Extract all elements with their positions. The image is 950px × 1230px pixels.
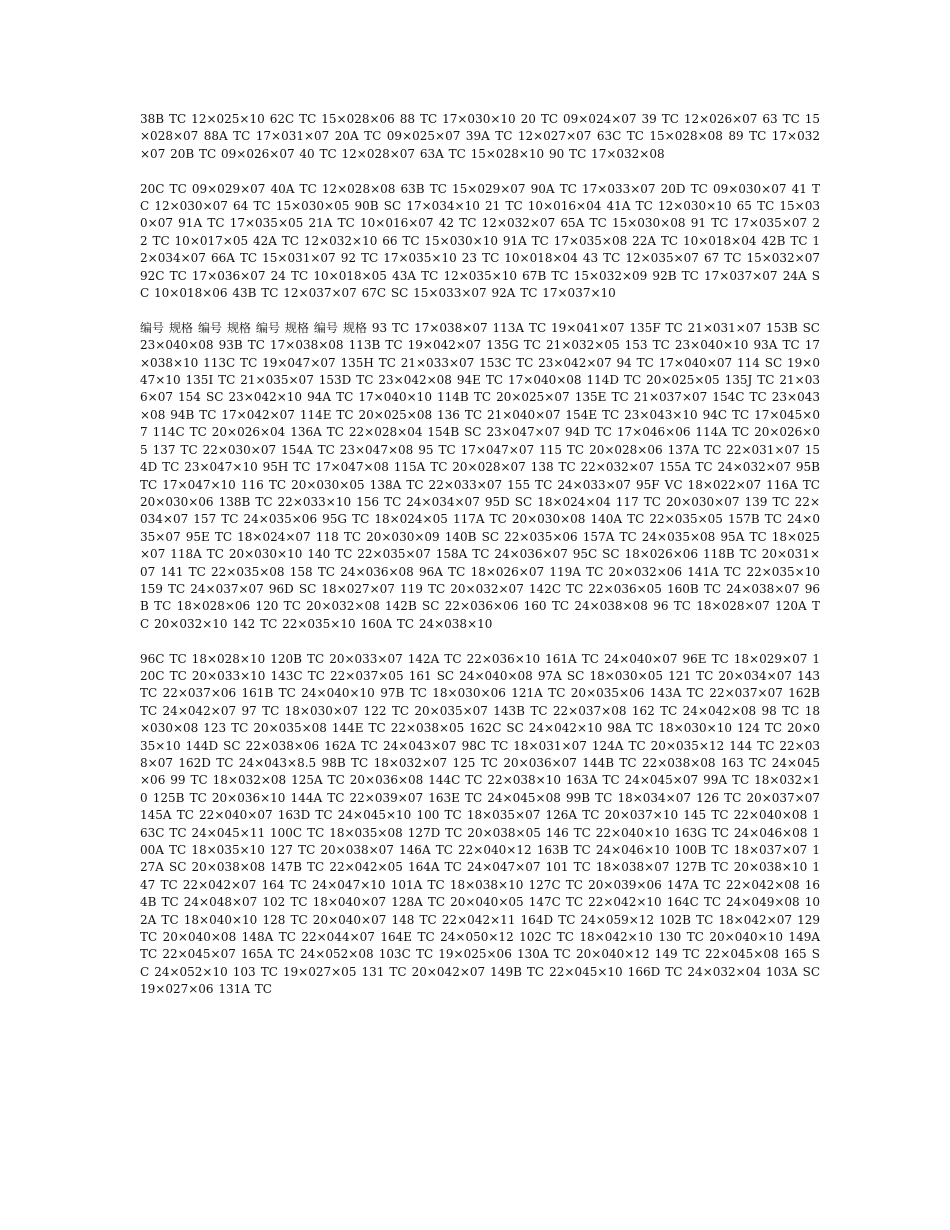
paragraph-1: 38B TC 12×025×10 62C TC 15×028×06 88 TC 17×030×10 20 TC 09×024×07 39 TC 12×026×07 63 TC 15×028×07 88A TC 17×031×07 20A TC 09×025×07 39A TC 12×027×07 63C TC 15×028×08 89 TC 17×032×07 20B TC 09×026×07 40 TC 12×028×07 63A TC 15×028×10 90 TC 17×032×08 — [140, 112, 820, 161]
paragraph-4: 96C TC 18×028×10 120B TC 20×033×07 142A TC 22×036×10 161A TC 24×040×07 96E TC 18×029×07 120C TC 20×033×10 143C TC 22×037×05 161 SC 24×040×08 97A SC 18×030×05 121 TC 20×034×07 143 TC 22×037×06 161B TC 24×040×10 97B TC 18×030×06 121A TC 20×035×06 143A TC 22×037×07 162B TC 24×042×07 97 TC 18×030×07 122 TC 20×035×07 143B TC 22×037×08 162 TC 24×042×08 98 TC 18×030×08 123 TC 20×035×08 144E TC 22×038×05 162C SC 24×042×10 98A TC 18×030×10 124 TC 20×035×10 144D SC 22×038×06 162A TC 24×043×07 98C TC 18×031×07 124A TC 20×035×12 144 TC 22×038×07 162D TC 24×043×8.5 98B TC 18×032×07 125 TC 20×036×07 144B TC 22×038×08 163 TC 24×045×06 99 TC 18×032×08 125A TC 20×036×08 144C TC 22×038×10 163A TC 24×045×07 99A TC 18×032×10 125B TC 20×036×10 144A TC 22×039×07 163E TC 24×045×08 99B TC 18×034×07 126 TC 20×037×07 145A TC 22×040×07 163D TC 24×045×10 100 TC 18×035×07 126A TC 20×037×10 145 TC 22×040×08 163C TC 24×045×11 100C TC 18×035×08 127D TC 20×038×05 146 TC 22×040×10 163G TC 24×046×08 100A TC 18×035×10 127 TC 20×038×07 146A TC 22×040×12 163B TC 24×046×10 100B TC 18×037×07 127A SC 20×038×08 147B TC 22×042×05 164A TC 24×047×07 101 TC 18×038×07 127B TC 20×038×10 147 TC 22×042×07 164 TC 24×047×10 101A TC 18×038×10 127C TC 20×039×06 147A TC 22×042×08 164B TC 24×048×07 102 TC 18×040×07 128A TC 20×040×05 147C TC 22×042×10 164C TC 24×049×08 102A TC 18×040×10 128 TC 20×040×07 148 TC 22×042×11 164D TC 24×059×12 102B TC 18×042×07 129 TC 20×040×08 148A TC 22×044×07 164E TC 24×050×12 102C TC 18×042×10 130 TC 20×040×10 149A TC 22×045×07 165A TC 24×052×08 103C TC 19×025×06 130A TC 20×040×12 149 TC 22×045×08 165 SC 24×052×10 103 TC 19×027×05 131 TC 20×042×07 149B TC 22×045×10 166D TC 24×032×04 103A SC 19×027×06 131A TC — [140, 651, 820, 997]
document-body — [140, 111, 820, 999]
paragraph-2: 20C TC 09×029×07 40A TC 12×028×08 63B TC 15×029×07 90A TC 17×033×07 20D TC 09×030×07 41 TC 12×030×07 64 TC 15×030×05 90B SC 17×034×10 21 TC 10×016×04 41A TC 12×030×10 65 TC 15×030×07 91A TC 17×035×05 21A TC 10×016×07 42 TC 12×032×07 65A TC 15×030×08 91 TC 17×035×07 22 TC 10×017×05 42A TC 12×032×10 66 TC 15×030×10 91A TC 17×035×08 22A TC 10×018×04 42B TC 12×034×07 66A TC 15×031×07 92 TC 17×035×10 23 TC 10×018×04 43 TC 12×035×07 67 TC 15×032×07 92C TC 17×036×07 24 TC 10×018×05 43A TC 12×035×10 67B TC 15×032×09 92B TC 17×037×07 24A SC 10×018×06 43B TC 12×037×07 67C SC 15×033×07 92A TC 17×037×10 — [140, 181, 820, 301]
paragraph-3: 编号 规格 编号 规格 编号 规格 编号 规格 93 TC 17×038×07 113A TC 19×041×07 135F TC 21×031×07 153B SC 23×040×08 93B TC 17×038×08 113B TC 19×042×07 135G TC 21×032×05 153 TC 23×040×10 93A TC 17×038×10 113C TC 19×047×07 135H TC 21×033×07 153C TC 23×042×07 94 TC 17×040×07 114 SC 19×047×10 135I TC 21×035×07 153D TC 23×042×08 94E TC 17×040×08 114D TC 20×025×05 135J TC 21×036×07 154 SC 23×042×10 94A TC 17×040×10 114B TC 20×025×07 135E TC 21×037×07 154C TC 23×043×08 94B TC 17×042×07 114E TC 20×025×08 136 TC 21×040×07 154E TC 23×043×10 94C TC 17×045×07 114C TC 20×026×04 136A TC 22×028×04 154B SC 23×047×07 94D TC 17×046×06 114A TC 20×026×05 137 TC 22×030×07 154A TC 23×047×08 95 TC 17×047×07 115 TC 20×028×06 137A TC 22×031×07 154D TC 23×047×10 95H TC 17×047×08 115A TC 20×028×07 138 TC 22×032×07 155A TC 24×032×07 95B TC 17×047×10 116 TC 20×030×05 138A TC 22×033×07 155 TC 24×033×07 95F VC 18×022×07 116A TC 20×030×06 138B TC 22×033×10 156 TC 24×034×07 95D SC 18×024×04 117 TC 20×030×07 139 TC 22×034×07 157 TC 24×035×06 95G TC 18×024×05 117A TC 20×030×08 140A TC 22×035×05 157B TC 24×035×07 95E TC 18×024×07 118 TC 20×030×09 140B SC 22×035×06 157A TC 24×035×08 95A TC 18×025×07 118A TC 20×030×10 140 TC 22×035×07 158A TC 24×036×07 95C SC 18×026×06 118B TC 20×031×07 141 TC 22×035×08 158 TC 24×036×08 96A TC 18×026×07 119A TC 20×032×06 141A TC 22×035×10 159 TC 24×037×07 96D SC 18×027×07 119 TC 20×032×07 142C TC 22×036×05 160B TC 24×038×07 96B TC 18×028×06 120 TC 20×032×08 142B SC 22×036×06 160 TC 24×038×08 96 TC 18×028×07 120A TC 20×032×10 142 TC 22×035×10 160A TC 24×038×10 — [140, 320, 820, 631]
